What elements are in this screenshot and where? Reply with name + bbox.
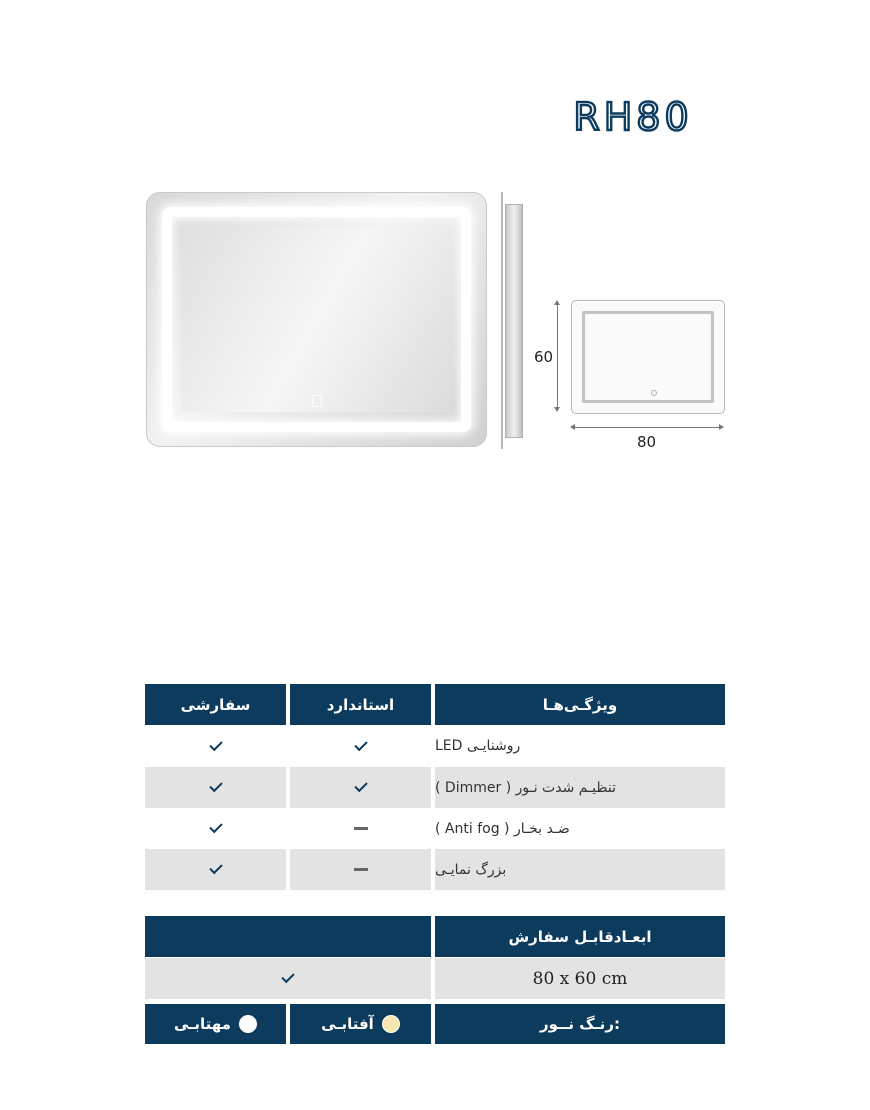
check-icon — [209, 820, 222, 833]
warm-light-swatch-icon — [382, 1015, 400, 1033]
standard-value — [290, 849, 431, 890]
product-model-title — [548, 96, 718, 138]
table-row — [145, 767, 725, 808]
light-color-row — [145, 1004, 725, 1044]
standard-value — [290, 726, 431, 766]
feature-name: بزرگ نمایـی — [435, 849, 725, 890]
check-icon — [209, 861, 222, 874]
check-icon — [209, 737, 222, 750]
mirror-dimension-diagram — [571, 300, 725, 414]
check-icon — [354, 737, 367, 750]
size-availability — [145, 958, 431, 999]
light-option-sunlight[interactable] — [290, 1004, 431, 1044]
check-icon — [281, 970, 294, 983]
custom-value — [145, 767, 286, 808]
dash-icon — [354, 868, 368, 871]
light-option-label: مهتابـی — [174, 1015, 231, 1033]
custom-value — [145, 808, 286, 849]
check-icon — [209, 779, 222, 792]
svg-text:RH80: RH80 — [573, 96, 693, 138]
header-empty — [145, 916, 431, 957]
header-custom: سفارشی — [145, 684, 286, 725]
table-row — [145, 958, 725, 999]
custom-value — [145, 849, 286, 890]
light-color-label: رنـگ نــور: — [435, 1004, 725, 1044]
mirror-front-illustration — [146, 192, 487, 447]
header-features: ویژگـی‌هـا — [435, 684, 725, 725]
light-option-label: آفتابـی — [321, 1015, 374, 1033]
feature-name: روشنایـی LED — [435, 726, 725, 766]
header-custom-dimensions: ابعـادقابـل سفارش — [435, 916, 725, 957]
mirror-side-illustration — [501, 192, 521, 449]
features-table-header — [145, 684, 725, 725]
width-dimension-line — [571, 427, 723, 428]
table-row — [145, 726, 725, 766]
touch-sensor-icon — [312, 395, 322, 407]
custom-size-table-header — [145, 916, 725, 957]
width-dimension-label: 80 — [637, 433, 657, 451]
feature-name: ضـد بخـار ( Anti fog ) — [435, 808, 725, 849]
header-standard: استاندارد — [290, 684, 431, 725]
height-dimension-line — [557, 301, 558, 411]
table-row — [145, 808, 725, 849]
feature-name: تنظیـم شدت نـور ( Dimmer ) — [435, 767, 725, 808]
custom-value — [145, 726, 286, 766]
check-icon — [354, 779, 367, 792]
size-value: 80 x 60 cm — [435, 958, 725, 999]
cool-light-swatch-icon — [239, 1015, 257, 1033]
dash-icon — [354, 827, 368, 830]
standard-value — [290, 767, 431, 808]
light-option-moonlight[interactable] — [145, 1004, 286, 1044]
standard-value — [290, 808, 431, 849]
table-row — [145, 849, 725, 890]
height-dimension-label: 60 — [534, 348, 554, 366]
